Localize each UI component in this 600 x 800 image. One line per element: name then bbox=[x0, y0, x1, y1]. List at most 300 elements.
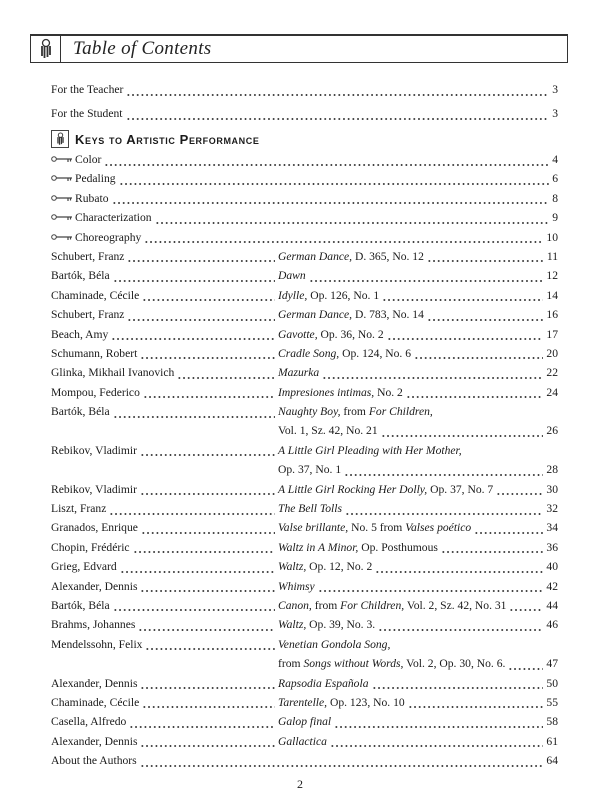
key-icon bbox=[51, 169, 73, 177]
dot-leader bbox=[112, 189, 550, 208]
work-title bbox=[278, 712, 331, 731]
dot-leader bbox=[309, 266, 544, 285]
entry-label: Rubato bbox=[75, 191, 109, 205]
work-cell bbox=[278, 577, 558, 596]
dot-leader bbox=[140, 441, 275, 460]
key-icon bbox=[51, 228, 73, 236]
work-title-italic: Venetian Gondola Song, bbox=[278, 637, 391, 651]
work-cell bbox=[278, 499, 558, 518]
work-title-italic: Gavotte, bbox=[278, 327, 318, 341]
composer-name: Schubert, Franz bbox=[51, 308, 125, 322]
dot-leader bbox=[109, 499, 275, 518]
page-number: 2 bbox=[297, 777, 303, 791]
entry-page: 12 bbox=[546, 269, 558, 283]
work-cell bbox=[278, 325, 558, 344]
keyring-icon bbox=[51, 130, 69, 148]
work-line bbox=[278, 286, 558, 305]
work-title-italic: Canon, bbox=[278, 598, 312, 612]
entry-page: 16 bbox=[546, 308, 558, 322]
work-title-italic: Cradle Song, bbox=[278, 346, 340, 360]
dot-leader bbox=[378, 615, 543, 634]
composer-cell bbox=[51, 383, 278, 402]
entry-page: 34 bbox=[546, 521, 558, 535]
composer-cell bbox=[51, 402, 278, 421]
entry-page: 61 bbox=[546, 734, 558, 748]
dot-leader bbox=[427, 305, 544, 324]
composer-cell bbox=[51, 325, 278, 344]
dot-leader bbox=[140, 577, 275, 596]
dot-leader bbox=[474, 518, 543, 537]
entry-page: 55 bbox=[546, 695, 558, 709]
work-title-text: No. 5 from bbox=[348, 521, 406, 535]
section-title: Keys to Artistic Performance bbox=[75, 131, 260, 147]
work-cell bbox=[278, 480, 558, 499]
key-icon bbox=[51, 208, 73, 216]
work-title-text: Op. Posthumous bbox=[358, 540, 438, 554]
entry-page: 14 bbox=[546, 288, 558, 302]
composer-cell bbox=[51, 441, 278, 460]
dot-leader bbox=[382, 286, 543, 305]
entry-page: 17 bbox=[546, 327, 558, 341]
entry-label: For the Teacher bbox=[51, 83, 124, 96]
work-line bbox=[278, 577, 558, 596]
composer-name: Granados, Enrique bbox=[51, 521, 138, 535]
work-title-italic: Whimsy bbox=[278, 579, 315, 593]
toc-row bbox=[51, 518, 558, 537]
composer-cell bbox=[51, 693, 278, 712]
dot-leader bbox=[334, 712, 543, 731]
dot-leader bbox=[119, 169, 550, 188]
work-line bbox=[278, 480, 558, 499]
work-cell bbox=[278, 247, 558, 266]
dot-leader bbox=[496, 480, 543, 499]
entry-label: About the Authors bbox=[51, 754, 137, 768]
toc-entry bbox=[51, 104, 558, 124]
dot-leader bbox=[387, 325, 544, 344]
composer-cell bbox=[51, 363, 278, 382]
dot-leader bbox=[508, 654, 543, 673]
work-cell bbox=[278, 266, 558, 285]
entry-label: Pedaling bbox=[75, 172, 116, 186]
composer-cell bbox=[51, 712, 278, 731]
work-title bbox=[278, 325, 384, 344]
composer-cell bbox=[51, 286, 278, 305]
work-line bbox=[278, 402, 558, 421]
work-title bbox=[278, 460, 341, 479]
work-title-text: Op. 123, No. 10 bbox=[327, 695, 405, 709]
toc-row bbox=[51, 286, 558, 305]
key-icon bbox=[51, 189, 73, 197]
work-line bbox=[278, 266, 558, 285]
entry-page: 64 bbox=[546, 754, 558, 768]
entry-page: 24 bbox=[546, 385, 558, 399]
composer-cell bbox=[51, 518, 278, 537]
dot-leader bbox=[414, 344, 543, 363]
composer-name: Rebikov, Vladimir bbox=[51, 482, 137, 496]
toc-entry bbox=[51, 751, 558, 770]
composer-name: Rebikov, Vladimir bbox=[51, 443, 137, 457]
work-title bbox=[278, 635, 390, 654]
work-title bbox=[278, 363, 319, 382]
work-line bbox=[278, 325, 558, 344]
dot-leader bbox=[330, 732, 543, 751]
work-title-text: Vol. 2, Sz. 42, No. 31 bbox=[404, 598, 507, 612]
work-title bbox=[278, 344, 411, 363]
work-cell bbox=[278, 596, 558, 615]
entry-page: 44 bbox=[546, 598, 558, 612]
work-title bbox=[278, 402, 433, 421]
composer-cell bbox=[51, 499, 278, 518]
composer-cell bbox=[51, 596, 278, 615]
entry-page: 9 bbox=[552, 211, 558, 225]
composer-name: Casella, Alfredo bbox=[51, 715, 127, 729]
work-title bbox=[278, 577, 315, 596]
toc-row bbox=[51, 712, 558, 731]
dot-leader bbox=[126, 80, 549, 104]
dot-leader bbox=[141, 518, 275, 537]
work-title-text: from bbox=[311, 598, 341, 612]
work-title-text: Vol. 2, Op. 30, No. 6. bbox=[403, 657, 506, 671]
work-title-text: Op. 37, No. 7 bbox=[427, 482, 494, 496]
work-cell bbox=[278, 557, 558, 576]
dot-leader bbox=[111, 325, 275, 344]
entry-page: 40 bbox=[546, 560, 558, 574]
entry-page: 47 bbox=[546, 657, 558, 671]
composer-name: Mompou, Federico bbox=[51, 385, 140, 399]
work-line bbox=[278, 538, 558, 557]
composer-name: Chaminade, Cécile bbox=[51, 288, 140, 302]
entry-page: 10 bbox=[546, 230, 558, 244]
work-title bbox=[278, 499, 342, 518]
dot-leader bbox=[345, 499, 543, 518]
dot-leader bbox=[142, 286, 275, 305]
toc-header bbox=[30, 34, 568, 63]
dot-leader bbox=[120, 557, 275, 576]
composer-cell bbox=[51, 577, 278, 596]
section-heading bbox=[51, 128, 558, 150]
entry-page: 6 bbox=[552, 172, 558, 186]
dot-leader bbox=[133, 538, 275, 557]
toc-row bbox=[51, 363, 558, 382]
work-title bbox=[278, 441, 462, 460]
work-title bbox=[278, 286, 379, 305]
entry-label: Characterization bbox=[75, 211, 152, 225]
dot-leader bbox=[375, 557, 543, 576]
work-line bbox=[278, 499, 558, 518]
work-title-italic: Dawn bbox=[278, 269, 306, 283]
work-title-italic: Impresiones intimas, bbox=[278, 385, 375, 399]
work-title-italic: Rapsodia Española bbox=[278, 676, 369, 690]
work-title-italic: A Little Girl Pleading with Her Mother, bbox=[278, 443, 462, 457]
composer-cell bbox=[51, 674, 278, 693]
composer-name: Alexander, Dennis bbox=[51, 676, 138, 690]
work-line bbox=[278, 305, 558, 324]
work-title-italic: German Dance, bbox=[278, 249, 353, 263]
composer-name: Liszt, Franz bbox=[51, 502, 107, 516]
composer-cell bbox=[51, 305, 278, 324]
dot-leader bbox=[140, 674, 275, 693]
entry-page: 30 bbox=[546, 482, 558, 496]
entry-label: For the Student bbox=[51, 107, 123, 120]
toc-row bbox=[51, 674, 558, 693]
dot-leader bbox=[318, 577, 544, 596]
toc-row bbox=[51, 596, 558, 615]
work-title bbox=[278, 247, 424, 266]
work-cell bbox=[278, 538, 558, 557]
work-title-italic: For Children, bbox=[368, 405, 433, 419]
work-title bbox=[278, 518, 471, 537]
work-title-italic: Naughty Boy, bbox=[278, 405, 341, 419]
work-line bbox=[278, 596, 558, 615]
work-title-text: from bbox=[340, 405, 369, 419]
work-line bbox=[278, 635, 558, 654]
toc-entry bbox=[51, 228, 558, 247]
entry-page: 20 bbox=[546, 346, 558, 360]
work-title-text: D. 783, No. 14 bbox=[352, 308, 424, 322]
work-cell bbox=[278, 363, 558, 382]
composer-name: Alexander, Dennis bbox=[51, 734, 138, 748]
work-title bbox=[278, 596, 506, 615]
composer-cell bbox=[51, 266, 278, 285]
work-line bbox=[278, 363, 558, 382]
work-title-italic: Songs without Words, bbox=[303, 657, 404, 671]
dot-leader bbox=[144, 228, 543, 247]
work-title-italic: German Dance, bbox=[278, 308, 353, 322]
toc-row bbox=[51, 615, 558, 634]
composer-name: Chopin, Frédéric bbox=[51, 540, 130, 554]
toc-row bbox=[51, 635, 558, 674]
dot-leader bbox=[344, 460, 543, 479]
toc-row bbox=[51, 732, 558, 751]
dot-leader bbox=[145, 635, 275, 654]
work-title bbox=[278, 615, 375, 634]
dot-leader bbox=[113, 266, 275, 285]
dot-leader bbox=[104, 150, 549, 169]
dot-leader bbox=[140, 732, 275, 751]
dot-leader bbox=[142, 693, 275, 712]
page-title: Table of Contents bbox=[73, 38, 212, 59]
dot-leader bbox=[129, 712, 275, 731]
keyring-icon bbox=[31, 36, 61, 62]
dot-leader bbox=[113, 596, 275, 615]
toc-row bbox=[51, 402, 558, 441]
entry-page: 3 bbox=[552, 83, 558, 96]
composer-name: Chaminade, Cécile bbox=[51, 695, 140, 709]
toc-entry bbox=[51, 208, 558, 227]
key-icon bbox=[51, 150, 73, 158]
composer-cell bbox=[51, 732, 278, 751]
composer-cell bbox=[51, 247, 278, 266]
work-cell bbox=[278, 305, 558, 324]
work-title bbox=[278, 383, 403, 402]
composer-name: Beach, Amy bbox=[51, 327, 109, 341]
composer-name: Glinka, Mikhail Ivanovich bbox=[51, 366, 175, 380]
work-title-italic: A Little Girl Rocking Her Dolly, bbox=[278, 482, 428, 496]
toc-row bbox=[51, 538, 558, 557]
work-title-text: No. 2 bbox=[374, 385, 403, 399]
dot-leader bbox=[408, 693, 544, 712]
entry-page: 4 bbox=[552, 153, 558, 166]
entry-page: 22 bbox=[546, 366, 558, 380]
entry-page: 36 bbox=[546, 540, 558, 554]
work-cell bbox=[278, 383, 558, 402]
entry-page: 8 bbox=[552, 191, 558, 205]
work-cell bbox=[278, 674, 558, 693]
work-title-text: from bbox=[278, 657, 304, 671]
work-title-italic: Mazurka bbox=[278, 366, 320, 380]
dot-leader bbox=[441, 538, 544, 557]
dot-leader bbox=[322, 363, 543, 382]
work-title bbox=[278, 305, 424, 324]
work-cell bbox=[278, 712, 558, 731]
entry-page: 28 bbox=[546, 463, 558, 477]
work-title-italic: For Children, bbox=[340, 598, 405, 612]
dot-leader bbox=[127, 305, 275, 324]
entry-label: Choreography bbox=[75, 230, 142, 244]
work-title bbox=[278, 266, 306, 285]
toc-row bbox=[51, 344, 558, 363]
work-line bbox=[278, 460, 558, 479]
work-title-italic: Tarentelle, bbox=[278, 695, 328, 709]
work-title-italic: Waltz in A Minor, bbox=[278, 540, 359, 554]
dot-leader bbox=[127, 247, 275, 266]
composer-cell bbox=[51, 615, 278, 634]
work-line bbox=[278, 518, 558, 537]
toc-row bbox=[51, 266, 558, 285]
dot-leader bbox=[509, 596, 543, 615]
work-line bbox=[278, 674, 558, 693]
work-title-text: Op. 37, No. 1 bbox=[278, 463, 342, 477]
work-title-italic: Waltz, bbox=[278, 560, 307, 574]
entry-page: 3 bbox=[552, 107, 558, 120]
table-of-contents bbox=[51, 80, 558, 771]
work-title bbox=[278, 674, 369, 693]
work-title bbox=[278, 732, 327, 751]
composer-name: Alexander, Dennis bbox=[51, 579, 138, 593]
toc-row bbox=[51, 499, 558, 518]
work-cell bbox=[278, 286, 558, 305]
work-cell bbox=[278, 518, 558, 537]
work-title-text: Op. 124, No. 6 bbox=[339, 346, 412, 360]
dot-leader bbox=[372, 674, 544, 693]
work-line bbox=[278, 344, 558, 363]
toc-entry bbox=[51, 169, 558, 188]
work-title-italic: Valse brillante, bbox=[278, 521, 349, 535]
work-title-text: D. 365, No. 12 bbox=[352, 249, 424, 263]
work-cell bbox=[278, 441, 558, 480]
composer-name: Bartók, Béla bbox=[51, 269, 110, 283]
composer-cell bbox=[51, 480, 278, 499]
toc-entry bbox=[51, 80, 558, 104]
work-title bbox=[278, 421, 378, 440]
toc-row bbox=[51, 325, 558, 344]
work-cell bbox=[278, 635, 558, 674]
work-title-text: Op. 36, No. 2 bbox=[317, 327, 384, 341]
entry-page: 58 bbox=[546, 715, 558, 729]
dot-leader bbox=[140, 751, 544, 770]
toc-row bbox=[51, 480, 558, 499]
dot-leader bbox=[140, 480, 275, 499]
toc-row bbox=[51, 557, 558, 576]
work-cell bbox=[278, 344, 558, 363]
toc-entry bbox=[51, 150, 558, 169]
work-line bbox=[278, 421, 558, 440]
composer-cell bbox=[51, 344, 278, 363]
work-cell bbox=[278, 732, 558, 751]
dot-leader bbox=[427, 247, 544, 266]
work-line bbox=[278, 615, 558, 634]
entry-page: 42 bbox=[546, 579, 558, 593]
composer-name: Bartók, Béla bbox=[51, 598, 110, 612]
composer-name: Grieg, Edvard bbox=[51, 560, 117, 574]
composer-name: Schumann, Robert bbox=[51, 346, 138, 360]
work-cell bbox=[278, 402, 558, 441]
work-title-italic: Idylle, bbox=[278, 288, 308, 302]
composer-name: Brahms, Johannes bbox=[51, 618, 136, 632]
dot-leader bbox=[143, 383, 275, 402]
composer-name: Schubert, Franz bbox=[51, 249, 125, 263]
work-title-italic: Gallactica bbox=[278, 734, 327, 748]
dot-leader bbox=[381, 421, 544, 440]
toc-row bbox=[51, 247, 558, 266]
work-title-italic: Valses poético bbox=[405, 521, 472, 535]
work-title-italic: Waltz, bbox=[278, 618, 307, 632]
work-cell bbox=[278, 693, 558, 712]
work-line bbox=[278, 247, 558, 266]
composer-name: Mendelssohn, Felix bbox=[51, 637, 143, 651]
dot-leader bbox=[113, 402, 275, 421]
dot-leader bbox=[177, 363, 275, 382]
dot-leader bbox=[126, 104, 550, 124]
work-title bbox=[278, 557, 372, 576]
toc-row bbox=[51, 383, 558, 402]
toc-row bbox=[51, 441, 558, 480]
composer-name: Bartók, Béla bbox=[51, 405, 110, 419]
work-title bbox=[278, 538, 438, 557]
toc-entry bbox=[51, 189, 558, 208]
dot-leader bbox=[138, 615, 275, 634]
work-line bbox=[278, 441, 558, 460]
work-title-text: Vol. 1, Sz. 42, No. 21 bbox=[278, 424, 378, 438]
work-title-italic: Galop final bbox=[278, 715, 332, 729]
work-title bbox=[278, 693, 405, 712]
entry-page: 26 bbox=[546, 424, 558, 438]
work-title-text: Op. 126, No. 1 bbox=[307, 288, 380, 302]
dot-leader bbox=[406, 383, 544, 402]
dot-leader bbox=[140, 344, 275, 363]
entry-page: 50 bbox=[546, 676, 558, 690]
work-line bbox=[278, 383, 558, 402]
toc-row bbox=[51, 305, 558, 324]
work-title-text: Op. 12, No. 2 bbox=[306, 560, 373, 574]
work-line bbox=[278, 654, 558, 673]
composer-cell bbox=[51, 635, 278, 654]
work-line bbox=[278, 732, 558, 751]
work-title-italic: The Bell Tolls bbox=[278, 502, 342, 516]
dot-leader bbox=[155, 208, 550, 227]
work-title bbox=[278, 654, 505, 673]
composer-cell bbox=[51, 557, 278, 576]
work-title-text: Op. 39, No. 3. bbox=[306, 618, 376, 632]
work-line bbox=[278, 693, 558, 712]
toc-row bbox=[51, 693, 558, 712]
entry-page: 46 bbox=[546, 618, 558, 632]
composer-cell bbox=[51, 538, 278, 557]
work-line bbox=[278, 712, 558, 731]
work-line bbox=[278, 557, 558, 576]
work-title bbox=[278, 480, 493, 499]
entry-page: 11 bbox=[546, 249, 558, 263]
